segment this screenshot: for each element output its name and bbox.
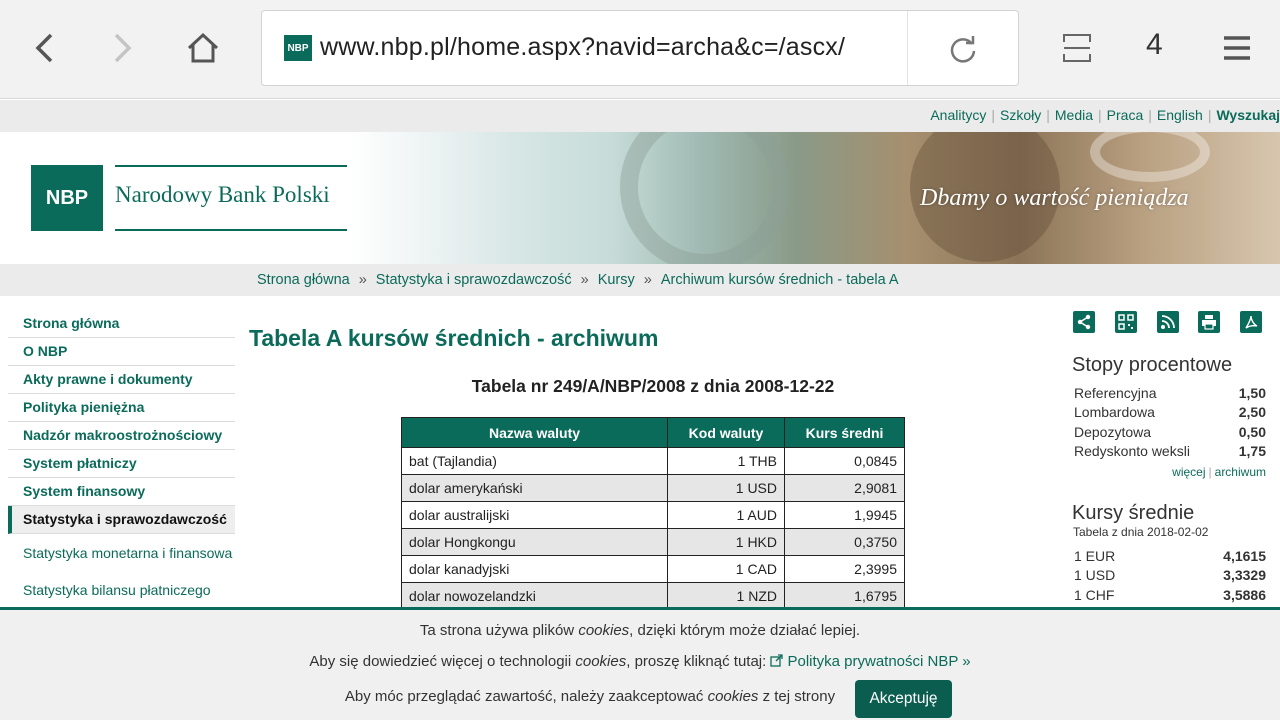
breadcrumb: Strona główna » Statystyka i sprawozdawczość » Kursy » Archiwum kursów średnich - tabela A	[0, 264, 1280, 296]
fx-currency: 1 USD	[1074, 567, 1116, 583]
currency-code: 1 AUD	[668, 502, 785, 529]
table-row	[402, 529, 905, 556]
currency-rate: 0,3750	[785, 529, 905, 556]
fx-value: 3,5886	[1223, 587, 1266, 603]
column-header-code: Kod waluty	[668, 418, 785, 448]
interest-rate-row	[1074, 404, 1266, 420]
fx-rate-row	[1074, 567, 1266, 583]
sidebar-nav	[8, 310, 235, 608]
rates-more-link[interactable]: więcej	[1172, 465, 1206, 479]
banner-motto: Dbamy o wartość pieniądza	[920, 185, 1189, 211]
sidebar-item-legal[interactable]: Akty prawne i dokumenty	[8, 366, 235, 394]
currency-rate: 0,0845	[785, 448, 905, 475]
rate-label: Lombardowa	[1074, 404, 1155, 420]
rate-value: 2,50	[1238, 404, 1266, 420]
breadcrumb-statistics[interactable]: Statystyka i sprawozdawczość	[375, 272, 572, 288]
fx-value: 3,3329	[1223, 567, 1266, 583]
accept-cookies-button[interactable]: Akceptuję	[855, 680, 952, 718]
fx-currency: 1 EUR	[1074, 548, 1116, 564]
rates-links: więcej | archiwum	[1172, 465, 1266, 479]
column-header-currency: Nazwa waluty	[402, 418, 668, 448]
currency-name: dolar nowozelandzki	[402, 583, 668, 609]
rate-label: Referencyjna	[1074, 385, 1157, 401]
interest-rates-title: Stopy procentowe	[1072, 354, 1233, 376]
column-header-rate: Kurs średni	[785, 418, 905, 448]
top-link-szkoly[interactable]: Szkoły	[1000, 107, 1042, 123]
sidebar-item-home[interactable]: Strona główna	[8, 310, 235, 338]
table-row	[402, 583, 905, 609]
fx-currency: 1 CHF	[1074, 587, 1115, 603]
sidebar-subitem-monetary-stats[interactable]: Statystyka monetarna i finansowa	[23, 545, 233, 561]
top-link-analitycy[interactable]: Analitycy	[930, 107, 987, 123]
cookie-banner	[0, 607, 1280, 720]
interest-rate-row	[1074, 443, 1266, 459]
table-title: Tabela nr 249/A/NBP/2008 z dnia 2008-12-22	[471, 376, 835, 396]
home-icon	[186, 31, 220, 65]
currency-name: dolar australijski	[402, 502, 668, 529]
rss-icon[interactable]	[1157, 311, 1179, 333]
rates-archive-link[interactable]: archiwum	[1214, 465, 1266, 479]
interest-rate-row	[1074, 385, 1266, 401]
table-row	[402, 556, 905, 583]
sidebar-item-about[interactable]: O NBP	[8, 338, 235, 366]
currency-code: 1 HKD	[668, 529, 785, 556]
fullscreen-icon	[1062, 33, 1092, 63]
reload-icon	[948, 34, 978, 64]
rate-value: 1,50	[1238, 385, 1266, 401]
logo-line-top	[115, 165, 347, 167]
rate-label: Depozytowa	[1074, 424, 1152, 440]
rates-table-container	[390, 410, 920, 608]
fx-rate-row	[1074, 548, 1266, 564]
currency-name: bat (Tajlandia)	[402, 448, 668, 475]
rate-value: 0,50	[1238, 424, 1266, 440]
sidebar-item-macroprudential[interactable]: Nadzór makroostrożnościowy	[8, 422, 235, 450]
forward-button[interactable]	[101, 22, 145, 74]
currency-rate: 1,9945	[785, 502, 905, 529]
site-favicon: NBP	[284, 35, 312, 61]
rate-value: 1,75	[1238, 443, 1266, 459]
top-links-bar: Analitycy | Szkoły | Media | Praca | English | Wyszukaj	[0, 100, 1280, 132]
hamburger-menu-icon	[1223, 35, 1251, 61]
currency-rate: 2,9081	[785, 475, 905, 502]
sidebar-item-financial-system[interactable]: System finansowy	[8, 478, 235, 506]
top-link-media[interactable]: Media	[1054, 107, 1094, 123]
cookie-line-3: Aby móc przeglądać zawartość, należy zaakceptować cookies z tej strony	[344, 688, 836, 705]
logo-line-bottom	[115, 229, 347, 231]
sidebar-subitem-bop-stats[interactable]: Statystyka bilansu płatniczego	[23, 582, 211, 598]
fx-rate-row	[1074, 587, 1266, 603]
browser-toolbar	[0, 0, 1280, 99]
currency-rate: 2,3995	[785, 556, 905, 583]
external-link-icon	[770, 654, 783, 667]
currency-code: 1 THB	[668, 448, 785, 475]
breadcrumb-rates[interactable]: Kursy	[597, 272, 635, 288]
fx-rates-title: Kursy średnie	[1072, 502, 1195, 524]
currency-name: dolar amerykański	[402, 475, 668, 502]
reader-mode-button[interactable]	[1055, 22, 1099, 74]
nbp-logo[interactable]: NBP	[31, 165, 103, 231]
menu-button[interactable]	[1215, 22, 1259, 74]
home-button[interactable]	[181, 22, 225, 74]
share-icon[interactable]	[1073, 311, 1095, 333]
fx-value: 4,1615	[1223, 548, 1266, 564]
privacy-policy-link[interactable]: Polityka prywatności NBP »	[770, 653, 970, 670]
page-title: Tabela A kursów średnich - archiwum	[249, 325, 659, 351]
chevron-right-icon	[112, 32, 134, 64]
top-link-praca[interactable]: Praca	[1106, 107, 1144, 123]
pdf-icon[interactable]	[1240, 311, 1262, 333]
cookie-line-1: Ta strona używa plików cookies, dzięki którym może działać lepiej.	[419, 622, 861, 639]
back-button[interactable]	[22, 22, 66, 74]
url-divider	[907, 11, 908, 85]
currency-code: 1 NZD	[668, 583, 785, 609]
exchange-rates-table	[401, 417, 905, 608]
interest-rate-row	[1074, 424, 1266, 440]
sidebar-item-statistics[interactable]: Statystyka i sprawozdawczość	[8, 506, 235, 534]
fx-rates-date: Tabela z dnia 2018-02-02	[1073, 525, 1209, 539]
rate-label: Redyskonto weksli	[1074, 443, 1190, 459]
currency-rate: 1,6795	[785, 583, 905, 609]
cookie-line-2: Aby się dowiedzieć więcej o technologii cookies, proszę kliknąć tutaj: Polityka prywatności NBP »	[309, 653, 971, 670]
chevron-left-icon	[33, 32, 55, 64]
reload-button[interactable]	[948, 34, 978, 69]
table-row	[402, 475, 905, 502]
sidebar-item-payment-system[interactable]: System płatniczy	[8, 450, 235, 478]
currency-name: dolar Hongkongu	[402, 529, 668, 556]
top-link-search[interactable]: Wyszukaj	[1216, 107, 1280, 123]
tab-count-button[interactable]: 4	[1146, 28, 1163, 61]
table-row	[402, 502, 905, 529]
qr-code-icon[interactable]	[1115, 311, 1137, 333]
url-text[interactable]: www.nbp.pl/home.aspx?navid=archa&c=/ascx/	[320, 33, 846, 61]
breadcrumb-archive[interactable]: Archiwum kursów średnich - tabela A	[660, 272, 899, 288]
table-header-row	[402, 418, 905, 448]
currency-code: 1 CAD	[668, 556, 785, 583]
sidebar-item-monetary-policy[interactable]: Polityka pieniężna	[8, 394, 235, 422]
bank-name[interactable]: Narodowy Bank Polski	[115, 182, 330, 207]
breadcrumb-home[interactable]: Strona główna	[257, 272, 350, 288]
top-link-english[interactable]: English	[1156, 107, 1203, 123]
table-row	[402, 448, 905, 475]
currency-name: dolar kanadyjski	[402, 556, 668, 583]
address-bar[interactable]	[261, 10, 1019, 86]
print-icon[interactable]	[1198, 311, 1220, 333]
currency-code: 1 USD	[668, 475, 785, 502]
